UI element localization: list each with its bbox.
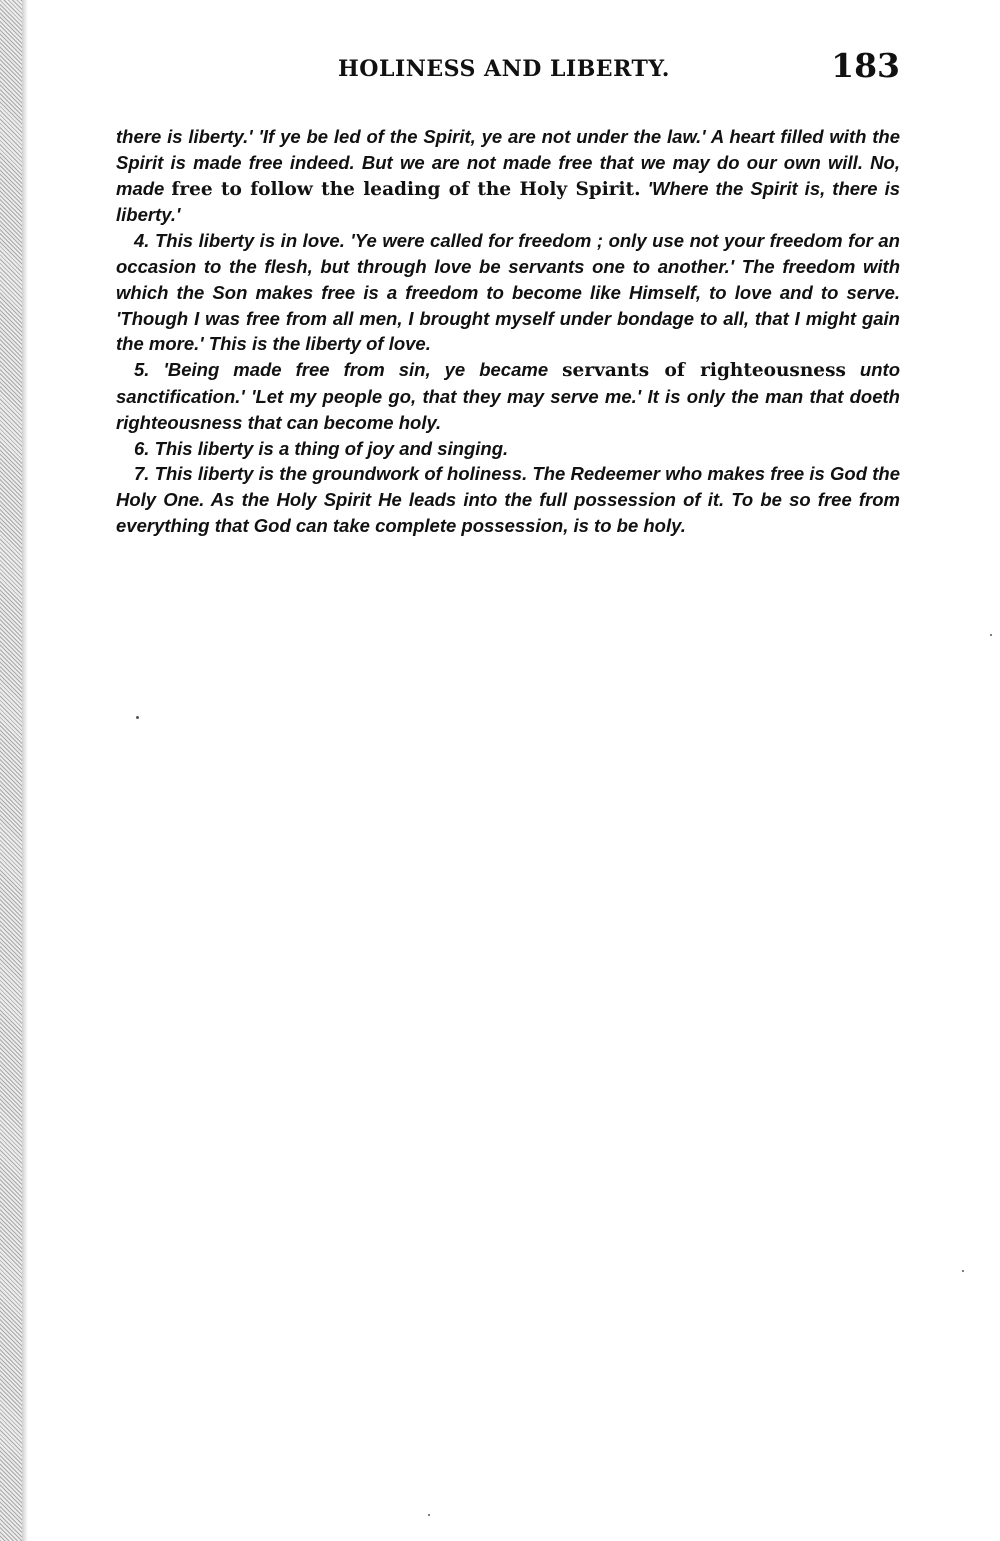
paragraph-continuation — [116, 124, 900, 228]
page-number: 183 — [831, 46, 900, 85]
text-run-roman: servants of righteousness — [562, 360, 846, 382]
running-title: HOLINESS AND LIBERTY. — [338, 56, 670, 82]
text-run: unto sanctification.' 'Let my people go, that they may serve me.' It is only the man that doeth righteousness that can become holy. — [116, 359, 900, 433]
text-run: 4. This liberty is in love. 'Ye were called for freedom ; only use not your freedom for an occasion to the flesh, but through love be servants one to another.' The freedom with which the Son makes free is a freedom to become like Himself, to love and to serve. 'Though I was free from all men, I brought myself under bondage to all, that I might gain the more.' This is the liberty of love. — [116, 230, 900, 355]
text-run: 7. This liberty is the groundwork of holiness. The Redeemer who makes free is God the Holy One. As the Holy Spirit He leads into the full possession of it. To be so free from everything that God can take complete possession, is to be holy. — [116, 463, 900, 536]
body-text — [116, 124, 900, 539]
text-run: 'Where the Spirit is, there is liberty.' — [116, 177, 900, 226]
paragraph-point-5 — [116, 357, 900, 435]
scan-speck — [990, 634, 992, 636]
paragraph-point-7 — [116, 461, 900, 538]
running-head — [116, 46, 900, 86]
paragraph-point-6 — [116, 436, 900, 462]
page-edge-shadow — [0, 0, 22, 1541]
page-gutter — [22, 0, 28, 1541]
text-run: 6. This liberty is a thing of joy and singing. — [134, 437, 509, 459]
text-run-roman: free to follow the leading of the Holy Spirit. — [171, 178, 641, 200]
scan-speck — [136, 716, 139, 719]
scan-speck — [428, 1514, 430, 1516]
text-run: 5. 'Being made free from sin, ye became — [134, 359, 563, 381]
text-run: there is liberty.' 'If ye be led of the Spirit, ye are not under the law.' A heart filled with the Spirit is made free indeed. But we are not made free that we may do our own will. No, made — [116, 126, 900, 199]
paragraph-point-4 — [116, 228, 900, 357]
scan-speck — [962, 1270, 964, 1272]
